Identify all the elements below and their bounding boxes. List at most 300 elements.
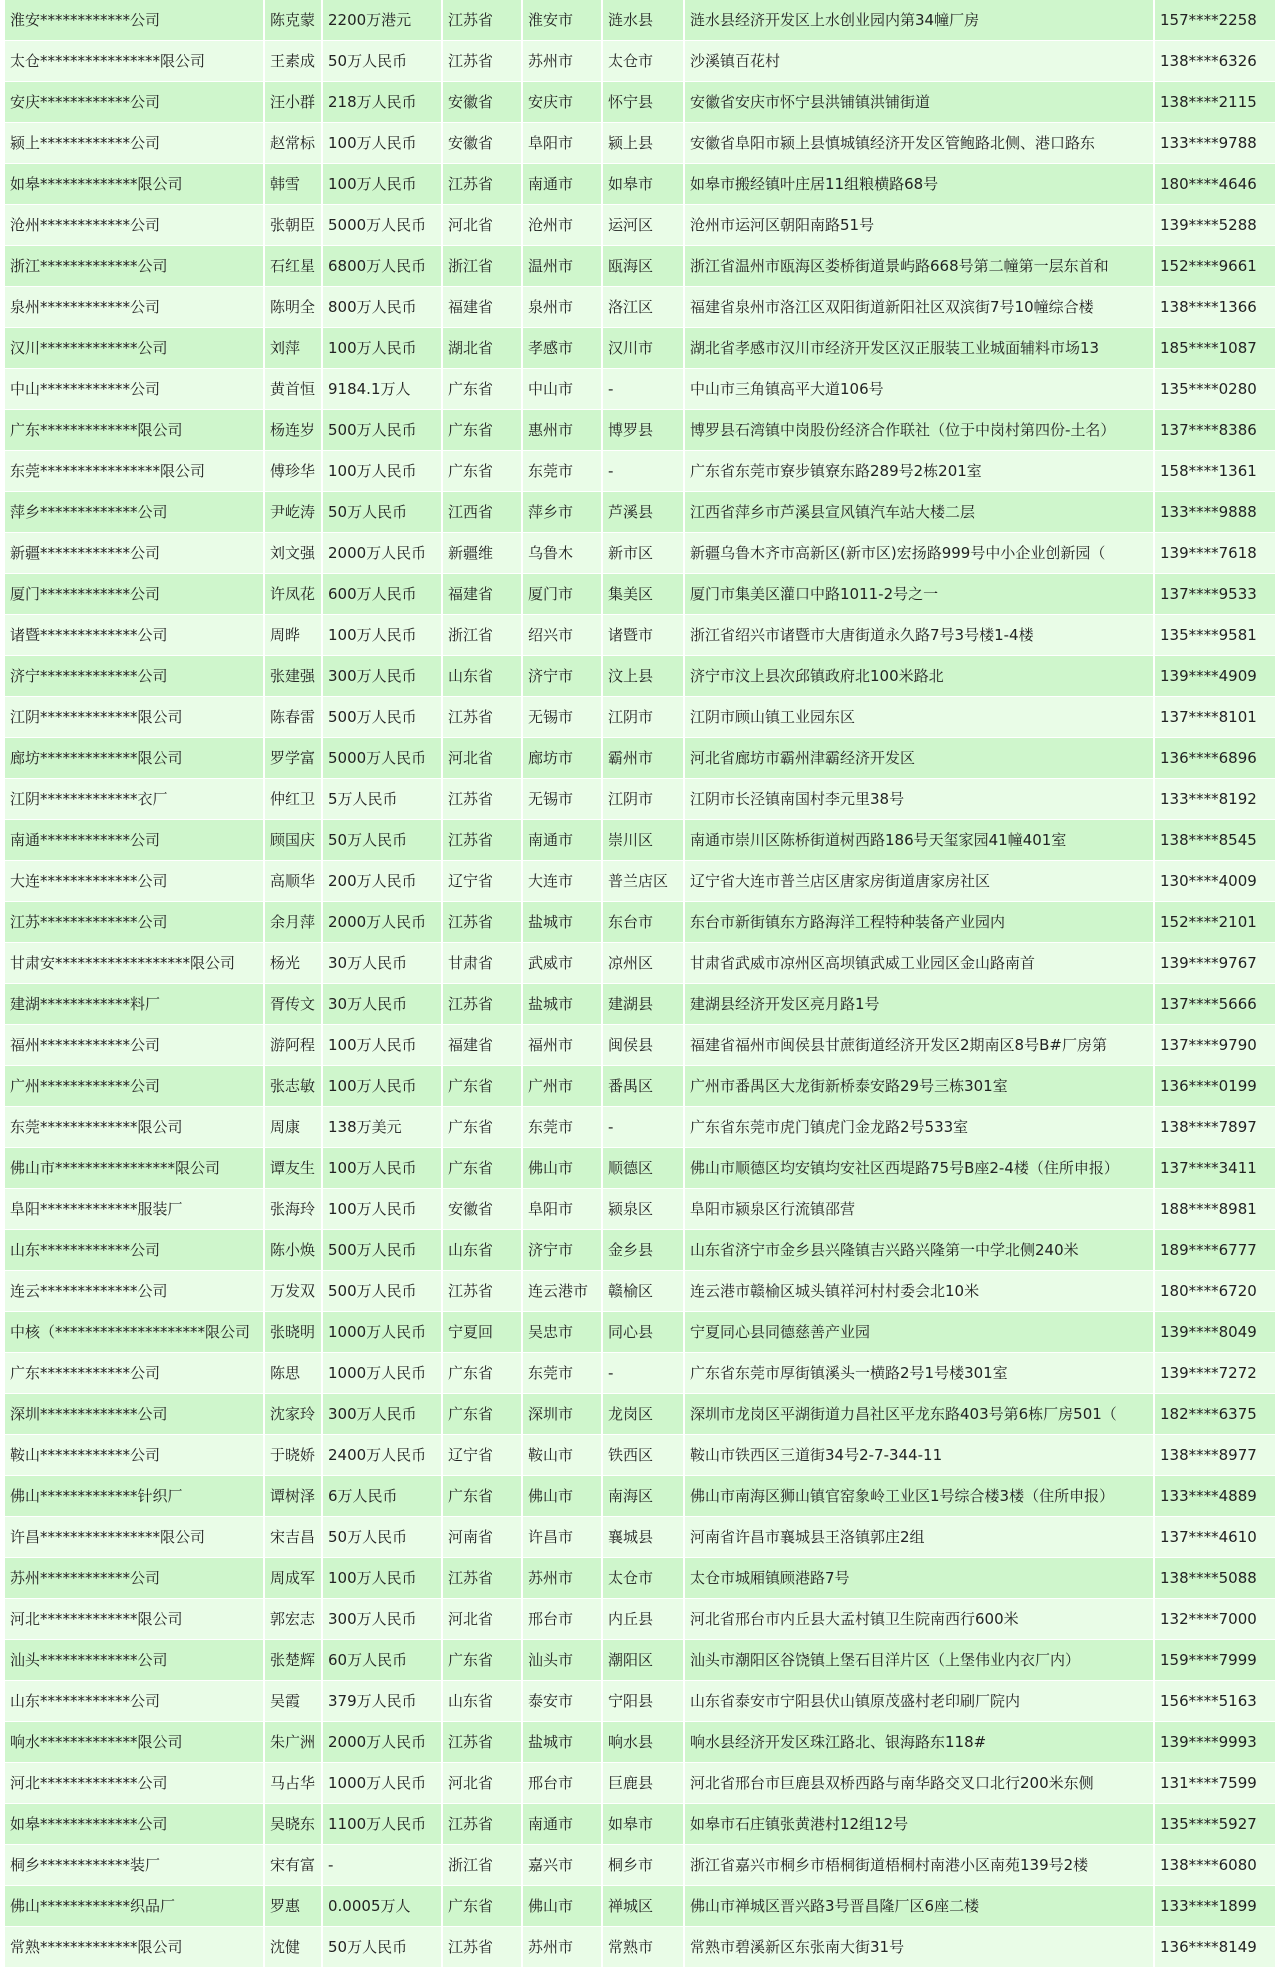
phone-cell: 152****9661 <box>1155 246 1275 287</box>
table-row <box>5 0 1275 41</box>
company-name-cell: 深圳*************公司 <box>5 1394 265 1435</box>
registered-capital-cell: 300万人民币 <box>323 1394 443 1435</box>
company-name-cell: 江苏*************公司 <box>5 902 265 943</box>
registered-capital-cell: 100万人民币 <box>323 1189 443 1230</box>
table-row <box>5 123 1275 164</box>
legal-rep-cell: 黄首恒 <box>265 369 323 410</box>
phone-cell: 138****2115 <box>1155 82 1275 123</box>
province-cell: 江苏省 <box>443 820 523 861</box>
phone-cell: 133****8192 <box>1155 779 1275 820</box>
registered-capital-cell: 1000万人民币 <box>323 1763 443 1804</box>
province-cell: 江苏省 <box>443 902 523 943</box>
registered-capital-cell: 9184.1万人 <box>323 369 443 410</box>
province-cell: 湖北省 <box>443 328 523 369</box>
registered-capital-cell: 50万人民币 <box>323 41 443 82</box>
registered-capital-cell: 6万人民币 <box>323 1476 443 1517</box>
address-cell: 河北省邢台市内丘县大孟村镇卫生院南西行600米 <box>685 1599 1155 1640</box>
company-name-cell: 响水*************限公司 <box>5 1722 265 1763</box>
table-row <box>5 1312 1275 1353</box>
phone-cell: 180****6720 <box>1155 1271 1275 1312</box>
city-cell: 厦门市 <box>523 574 603 615</box>
address-cell: 佛山市南海区狮山镇官窑象岭工业区1号综合楼3楼（住所申报） <box>685 1476 1155 1517</box>
legal-rep-cell: 陈明全 <box>265 287 323 328</box>
table-row <box>5 287 1275 328</box>
phone-cell: 136****6896 <box>1155 738 1275 779</box>
address-cell: 浙江省绍兴市诸暨市大唐街道永久路7号3号楼1-4楼 <box>685 615 1155 656</box>
table-row <box>5 533 1275 574</box>
district-cell: 桐乡市 <box>603 1845 685 1886</box>
address-cell: 鞍山市铁西区三道街34号2-7-344-11 <box>685 1435 1155 1476</box>
province-cell: 河南省 <box>443 1517 523 1558</box>
province-cell: 山东省 <box>443 656 523 697</box>
address-cell: 常熟市碧溪新区东张南大街31号 <box>685 1927 1155 1968</box>
phone-cell: 132****7000 <box>1155 1599 1275 1640</box>
phone-cell: 139****9767 <box>1155 943 1275 984</box>
district-cell: 凉州区 <box>603 943 685 984</box>
city-cell: 佛山市 <box>523 1886 603 1927</box>
company-name-cell: 广东*************限公司 <box>5 410 265 451</box>
phone-cell: 137****4610 <box>1155 1517 1275 1558</box>
city-cell: 苏州市 <box>523 41 603 82</box>
phone-cell: 139****8049 <box>1155 1312 1275 1353</box>
company-name-cell: 萍乡*************公司 <box>5 492 265 533</box>
address-cell: 博罗县石湾镇中岗股份经济合作联社（位于中岗村第四份-土名） <box>685 410 1155 451</box>
registered-capital-cell: 100万人民币 <box>323 1558 443 1599</box>
district-cell: 汉川市 <box>603 328 685 369</box>
province-cell: 江苏省 <box>443 1271 523 1312</box>
legal-rep-cell: 高顺华 <box>265 861 323 902</box>
phone-cell: 152****2101 <box>1155 902 1275 943</box>
table-row <box>5 1640 1275 1681</box>
registered-capital-cell: 1000万人民币 <box>323 1312 443 1353</box>
table-row <box>5 328 1275 369</box>
district-cell: 江阴市 <box>603 697 685 738</box>
district-cell: 内丘县 <box>603 1599 685 1640</box>
city-cell: 嘉兴市 <box>523 1845 603 1886</box>
province-cell: 广东省 <box>443 1066 523 1107</box>
city-cell: 廊坊市 <box>523 738 603 779</box>
city-cell: 苏州市 <box>523 1558 603 1599</box>
table-row <box>5 1230 1275 1271</box>
company-name-cell: 汕头*************公司 <box>5 1640 265 1681</box>
city-cell: 深圳市 <box>523 1394 603 1435</box>
district-cell: 金乡县 <box>603 1230 685 1271</box>
legal-rep-cell: 石红星 <box>265 246 323 287</box>
legal-rep-cell: 周晔 <box>265 615 323 656</box>
phone-cell: 138****6080 <box>1155 1845 1275 1886</box>
company-table-container <box>5 0 1275 1968</box>
company-name-cell: 佛山*************针织厂 <box>5 1476 265 1517</box>
city-cell: 安庆市 <box>523 82 603 123</box>
district-cell: 普兰店区 <box>603 861 685 902</box>
table-row <box>5 574 1275 615</box>
table-row <box>5 1271 1275 1312</box>
legal-rep-cell: 傅珍华 <box>265 451 323 492</box>
registered-capital-cell: 50万人民币 <box>323 1517 443 1558</box>
table-row <box>5 1599 1275 1640</box>
registered-capital-cell: 5000万人民币 <box>323 738 443 779</box>
company-name-cell: 许昌****************限公司 <box>5 1517 265 1558</box>
legal-rep-cell: 张海玲 <box>265 1189 323 1230</box>
registered-capital-cell: 500万人民币 <box>323 697 443 738</box>
address-cell: 中山市三角镇高平大道106号 <box>685 369 1155 410</box>
address-cell: 济宁市汶上县次邱镇政府北100米路北 <box>685 656 1155 697</box>
phone-cell: 180****4646 <box>1155 164 1275 205</box>
company-name-cell: 泉州************公司 <box>5 287 265 328</box>
city-cell: 阜阳市 <box>523 1189 603 1230</box>
registered-capital-cell: 500万人民币 <box>323 1230 443 1271</box>
city-cell: 东莞市 <box>523 1353 603 1394</box>
province-cell: 福建省 <box>443 1025 523 1066</box>
legal-rep-cell: 宋吉昌 <box>265 1517 323 1558</box>
address-cell: 甘肃省武威市凉州区高坝镇武威工业园区金山路南首 <box>685 943 1155 984</box>
province-cell: 江苏省 <box>443 779 523 820</box>
legal-rep-cell: 宋有富 <box>265 1845 323 1886</box>
address-cell: 沙溪镇百花村 <box>685 41 1155 82</box>
district-cell: 霸州市 <box>603 738 685 779</box>
registered-capital-cell: 50万人民币 <box>323 820 443 861</box>
province-cell: 河北省 <box>443 1763 523 1804</box>
city-cell: 连云港市 <box>523 1271 603 1312</box>
district-cell: 博罗县 <box>603 410 685 451</box>
address-cell: 福建省福州市闽侯县甘蔗街道经济开发区2期南区8号B#厂房第 <box>685 1025 1155 1066</box>
company-name-cell: 阜阳*************服装厂 <box>5 1189 265 1230</box>
legal-rep-cell: 张志敏 <box>265 1066 323 1107</box>
city-cell: 东莞市 <box>523 1107 603 1148</box>
address-cell: 江阴市顾山镇工业园东区 <box>685 697 1155 738</box>
province-cell: 辽宁省 <box>443 861 523 902</box>
province-cell: 广东省 <box>443 1886 523 1927</box>
registered-capital-cell: 500万人民币 <box>323 410 443 451</box>
registered-capital-cell: 60万人民币 <box>323 1640 443 1681</box>
province-cell: 河北省 <box>443 1599 523 1640</box>
table-row <box>5 1927 1275 1968</box>
city-cell: 温州市 <box>523 246 603 287</box>
legal-rep-cell: 吴晓东 <box>265 1804 323 1845</box>
province-cell: 江苏省 <box>443 984 523 1025</box>
company-name-cell: 如皋*************限公司 <box>5 164 265 205</box>
province-cell: 宁夏回 <box>443 1312 523 1353</box>
city-cell: 盐城市 <box>523 1722 603 1763</box>
address-cell: 深圳市龙岗区平湖街道力昌社区平龙东路403号第6栋厂房501（ <box>685 1394 1155 1435</box>
table-row <box>5 1722 1275 1763</box>
city-cell: 邢台市 <box>523 1763 603 1804</box>
legal-rep-cell: 陈克蒙 <box>265 0 323 41</box>
table-row <box>5 779 1275 820</box>
address-cell: 佛山市顺德区均安镇均安社区西堤路75号B座2-4楼（住所申报） <box>685 1148 1155 1189</box>
city-cell: 邢台市 <box>523 1599 603 1640</box>
province-cell: 广东省 <box>443 1476 523 1517</box>
registered-capital-cell: 50万人民币 <box>323 492 443 533</box>
address-cell: 安徽省安庆市怀宁县洪铺镇洪铺街道 <box>685 82 1155 123</box>
legal-rep-cell: 周成军 <box>265 1558 323 1599</box>
address-cell: 沧州市运河区朝阳南路51号 <box>685 205 1155 246</box>
district-cell: 东台市 <box>603 902 685 943</box>
address-cell: 如皋市石庄镇张黄港村12组12号 <box>685 1804 1155 1845</box>
legal-rep-cell: 胥传文 <box>265 984 323 1025</box>
legal-rep-cell: 张楚辉 <box>265 1640 323 1681</box>
table-row <box>5 82 1275 123</box>
address-cell: 山东省泰安市宁阳县伏山镇原茂盛村老印刷厂院内 <box>685 1681 1155 1722</box>
legal-rep-cell: 张朝臣 <box>265 205 323 246</box>
registered-capital-cell: 218万人民币 <box>323 82 443 123</box>
city-cell: 孝感市 <box>523 328 603 369</box>
table-row <box>5 1107 1275 1148</box>
table-row <box>5 1886 1275 1927</box>
district-cell: 番禺区 <box>603 1066 685 1107</box>
district-cell: - <box>603 1107 685 1148</box>
address-cell: 辽宁省大连市普兰店区唐家房街道唐家房社区 <box>685 861 1155 902</box>
registered-capital-cell: 100万人民币 <box>323 164 443 205</box>
table-row <box>5 1476 1275 1517</box>
phone-cell: 137****5666 <box>1155 984 1275 1025</box>
phone-cell: 139****9993 <box>1155 1722 1275 1763</box>
province-cell: 江西省 <box>443 492 523 533</box>
province-cell: 山东省 <box>443 1681 523 1722</box>
table-row <box>5 861 1275 902</box>
city-cell: 福州市 <box>523 1025 603 1066</box>
province-cell: 广东省 <box>443 1353 523 1394</box>
legal-rep-cell: 刘萍 <box>265 328 323 369</box>
province-cell: 辽宁省 <box>443 1435 523 1476</box>
district-cell: 襄城县 <box>603 1517 685 1558</box>
address-cell: 浙江省嘉兴市桐乡市梧桐街道梧桐村南港小区南苑139号2楼 <box>685 1845 1155 1886</box>
company-name-cell: 中核（********************限公司 <box>5 1312 265 1353</box>
city-cell: 南通市 <box>523 164 603 205</box>
address-cell: 广东省东莞市厚街镇溪头一横路2号1号楼301室 <box>685 1353 1155 1394</box>
legal-rep-cell: 陈小焕 <box>265 1230 323 1271</box>
phone-cell: 137****9533 <box>1155 574 1275 615</box>
phone-cell: 137****8386 <box>1155 410 1275 451</box>
phone-cell: 139****7272 <box>1155 1353 1275 1394</box>
phone-cell: 136****0199 <box>1155 1066 1275 1107</box>
city-cell: 沧州市 <box>523 205 603 246</box>
district-cell: 江阴市 <box>603 779 685 820</box>
city-cell: 盐城市 <box>523 902 603 943</box>
table-row <box>5 164 1275 205</box>
phone-cell: 188****8981 <box>1155 1189 1275 1230</box>
company-name-cell: 连云*************公司 <box>5 1271 265 1312</box>
district-cell: - <box>603 451 685 492</box>
district-cell: 龙岗区 <box>603 1394 685 1435</box>
legal-rep-cell: 汪小群 <box>265 82 323 123</box>
phone-cell: 131****7599 <box>1155 1763 1275 1804</box>
district-cell: 巨鹿县 <box>603 1763 685 1804</box>
table-row <box>5 738 1275 779</box>
phone-cell: 182****6375 <box>1155 1394 1275 1435</box>
company-name-cell: 太仓****************限公司 <box>5 41 265 82</box>
company-name-cell: 江阴*************限公司 <box>5 697 265 738</box>
legal-rep-cell: 吴霞 <box>265 1681 323 1722</box>
address-cell: 浙江省温州市瓯海区娄桥街道景屿路668号第二幢第一层东首和 <box>685 246 1155 287</box>
province-cell: 福建省 <box>443 287 523 328</box>
table-body <box>5 0 1275 1968</box>
company-name-cell: 安庆************公司 <box>5 82 265 123</box>
phone-cell: 138****5088 <box>1155 1558 1275 1599</box>
province-cell: 安徽省 <box>443 82 523 123</box>
table-row <box>5 656 1275 697</box>
district-cell: 运河区 <box>603 205 685 246</box>
address-cell: 广东省东莞市寮步镇寮东路289号2栋201室 <box>685 451 1155 492</box>
province-cell: 江苏省 <box>443 1558 523 1599</box>
registered-capital-cell: 2000万人民币 <box>323 902 443 943</box>
province-cell: 广东省 <box>443 410 523 451</box>
legal-rep-cell: 杨光 <box>265 943 323 984</box>
province-cell: 广东省 <box>443 369 523 410</box>
company-name-cell: 山东************公司 <box>5 1681 265 1722</box>
city-cell: 盐城市 <box>523 984 603 1025</box>
table-row <box>5 1025 1275 1066</box>
city-cell: 绍兴市 <box>523 615 603 656</box>
address-cell: 河北省廊坊市霸州津霸经济开发区 <box>685 738 1155 779</box>
legal-rep-cell: 周康 <box>265 1107 323 1148</box>
legal-rep-cell: 尹屹涛 <box>265 492 323 533</box>
phone-cell: 133****9888 <box>1155 492 1275 533</box>
city-cell: 鞍山市 <box>523 1435 603 1476</box>
district-cell: 如皋市 <box>603 164 685 205</box>
phone-cell: 139****7618 <box>1155 533 1275 574</box>
address-cell: 南通市崇川区陈桥街道树西路186号天玺家园41幢401室 <box>685 820 1155 861</box>
province-cell: 广东省 <box>443 1148 523 1189</box>
province-cell: 浙江省 <box>443 246 523 287</box>
district-cell: 颍上县 <box>603 123 685 164</box>
registered-capital-cell: 30万人民币 <box>323 943 443 984</box>
province-cell: 广东省 <box>443 1107 523 1148</box>
company-name-cell: 南通************公司 <box>5 820 265 861</box>
district-cell: 闽侯县 <box>603 1025 685 1066</box>
phone-cell: 158****1361 <box>1155 451 1275 492</box>
district-cell: 太仓市 <box>603 41 685 82</box>
phone-cell: 138****1366 <box>1155 287 1275 328</box>
address-cell: 汕头市潮阳区谷饶镇上堡石目洋片区（上堡伟业内衣厂内） <box>685 1640 1155 1681</box>
city-cell: 吴忠市 <box>523 1312 603 1353</box>
phone-cell: 139****4909 <box>1155 656 1275 697</box>
province-cell: 江苏省 <box>443 0 523 41</box>
address-cell: 安徽省阜阳市颍上县慎城镇经济开发区管鲍路北侧、港口路东 <box>685 123 1155 164</box>
registered-capital-cell: 200万人民币 <box>323 861 443 902</box>
legal-rep-cell: 王素成 <box>265 41 323 82</box>
province-cell: 江苏省 <box>443 1722 523 1763</box>
registered-capital-cell: 0.0005万人 <box>323 1886 443 1927</box>
address-cell: 响水县经济开发区珠江路北、银海路东118# <box>685 1722 1155 1763</box>
registered-capital-cell: 2000万人民币 <box>323 1722 443 1763</box>
district-cell: 崇川区 <box>603 820 685 861</box>
table-row <box>5 984 1275 1025</box>
registered-capital-cell: 100万人民币 <box>323 1025 443 1066</box>
registered-capital-cell: 30万人民币 <box>323 984 443 1025</box>
city-cell: 汕头市 <box>523 1640 603 1681</box>
table-row <box>5 1517 1275 1558</box>
legal-rep-cell: 朱广洲 <box>265 1722 323 1763</box>
company-name-cell: 福州************公司 <box>5 1025 265 1066</box>
company-name-cell: 苏州************公司 <box>5 1558 265 1599</box>
address-cell: 江西省萍乡市芦溪县宣风镇汽车站大楼二层 <box>685 492 1155 533</box>
table-row <box>5 1845 1275 1886</box>
company-name-cell: 桐乡************装厂 <box>5 1845 265 1886</box>
district-cell: 诸暨市 <box>603 615 685 656</box>
phone-cell: 138****8977 <box>1155 1435 1275 1476</box>
address-cell: 福建省泉州市洛江区双阳街道新阳社区双滨街7号10幢综合楼 <box>685 287 1155 328</box>
address-cell: 东台市新街镇东方路海洋工程特种装备产业园内 <box>685 902 1155 943</box>
address-cell: 太仓市城厢镇顾港路7号 <box>685 1558 1155 1599</box>
table-row <box>5 1435 1275 1476</box>
phone-cell: 130****4009 <box>1155 861 1275 902</box>
company-name-cell: 诸暨*************公司 <box>5 615 265 656</box>
province-cell: 江苏省 <box>443 164 523 205</box>
phone-cell: 138****8545 <box>1155 820 1275 861</box>
phone-cell: 135****0280 <box>1155 369 1275 410</box>
company-name-cell: 广州************公司 <box>5 1066 265 1107</box>
legal-rep-cell: 陈春雷 <box>265 697 323 738</box>
company-name-cell: 大连*************公司 <box>5 861 265 902</box>
table-row <box>5 1681 1275 1722</box>
company-name-cell: 甘肃安******************限公司 <box>5 943 265 984</box>
table-row <box>5 820 1275 861</box>
legal-rep-cell: 顾国庆 <box>265 820 323 861</box>
city-cell: 乌鲁木 <box>523 533 603 574</box>
province-cell: 山东省 <box>443 1230 523 1271</box>
company-name-cell: 佛山市****************限公司 <box>5 1148 265 1189</box>
district-cell: 顺德区 <box>603 1148 685 1189</box>
province-cell: 安徽省 <box>443 1189 523 1230</box>
company-name-cell: 河北*************限公司 <box>5 1599 265 1640</box>
legal-rep-cell: 杨连岁 <box>265 410 323 451</box>
table-row <box>5 1148 1275 1189</box>
city-cell: 东莞市 <box>523 451 603 492</box>
legal-rep-cell: 韩雪 <box>265 164 323 205</box>
address-cell: 河南省许昌市襄城县王洛镇郭庄2组 <box>685 1517 1155 1558</box>
table-row <box>5 41 1275 82</box>
address-cell: 江阴市长泾镇南国村李元里38号 <box>685 779 1155 820</box>
phone-cell: 137****3411 <box>1155 1148 1275 1189</box>
province-cell: 江苏省 <box>443 41 523 82</box>
company-name-cell: 东莞****************限公司 <box>5 451 265 492</box>
company-name-cell: 颍上************公司 <box>5 123 265 164</box>
district-cell: 宁阳县 <box>603 1681 685 1722</box>
phone-cell: 138****7897 <box>1155 1107 1275 1148</box>
district-cell: 涟水县 <box>603 0 685 41</box>
district-cell: 潮阳区 <box>603 1640 685 1681</box>
registered-capital-cell: - <box>323 1845 443 1886</box>
legal-rep-cell: 张晓明 <box>265 1312 323 1353</box>
district-cell: 南海区 <box>603 1476 685 1517</box>
city-cell: 惠州市 <box>523 410 603 451</box>
company-name-cell: 山东************公司 <box>5 1230 265 1271</box>
company-name-cell: 廊坊*************限公司 <box>5 738 265 779</box>
city-cell: 中山市 <box>523 369 603 410</box>
legal-rep-cell: 赵常标 <box>265 123 323 164</box>
district-cell: 建湖县 <box>603 984 685 1025</box>
table-row <box>5 902 1275 943</box>
city-cell: 淮安市 <box>523 0 603 41</box>
address-cell: 如皋市搬经镇叶庄居11组粮横路68号 <box>685 164 1155 205</box>
province-cell: 广东省 <box>443 1640 523 1681</box>
district-cell: 怀宁县 <box>603 82 685 123</box>
company-name-cell: 佛山************织品厂 <box>5 1886 265 1927</box>
table-row <box>5 410 1275 451</box>
district-cell: 瓯海区 <box>603 246 685 287</box>
province-cell: 江苏省 <box>443 1927 523 1968</box>
legal-rep-cell: 谭树泽 <box>265 1476 323 1517</box>
city-cell: 济宁市 <box>523 1230 603 1271</box>
phone-cell: 137****9790 <box>1155 1025 1275 1066</box>
city-cell: 萍乡市 <box>523 492 603 533</box>
district-cell: - <box>603 1353 685 1394</box>
phone-cell: 133****4889 <box>1155 1476 1275 1517</box>
registered-capital-cell: 100万人民币 <box>323 123 443 164</box>
legal-rep-cell: 沈家玲 <box>265 1394 323 1435</box>
registered-capital-cell: 2400万人民币 <box>323 1435 443 1476</box>
